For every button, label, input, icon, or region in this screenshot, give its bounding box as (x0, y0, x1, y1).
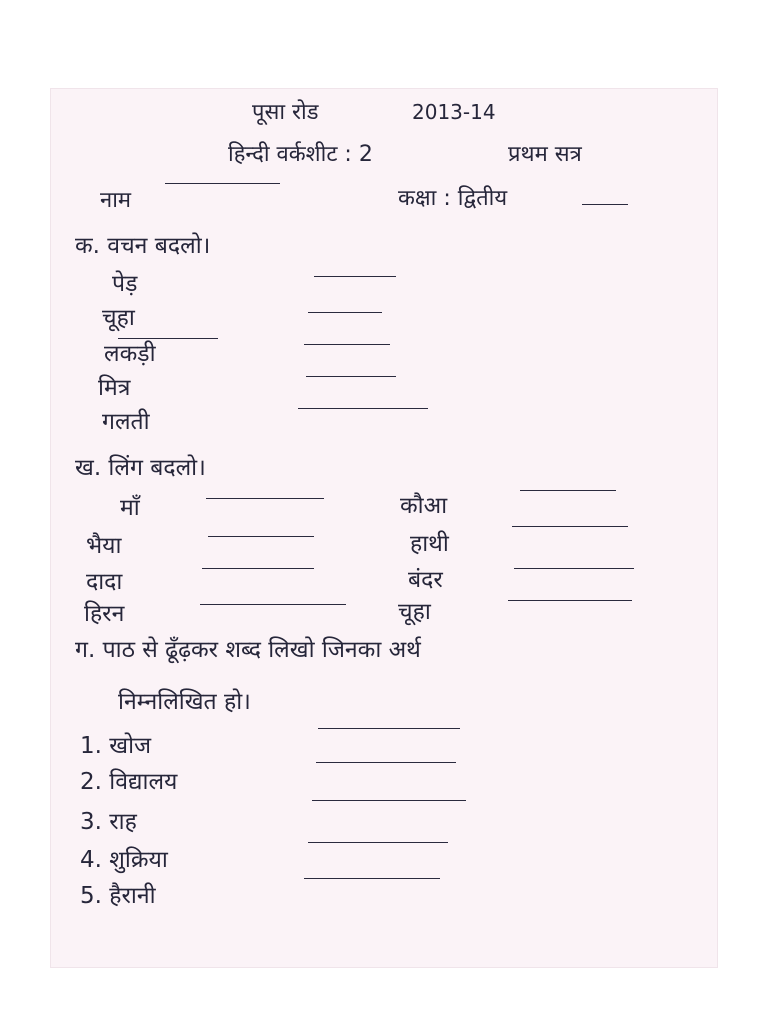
section-c-blank (308, 842, 448, 843)
section-b-left-word: माँ (120, 495, 140, 521)
section-c-blank (316, 762, 456, 763)
worksheet-paper (50, 88, 718, 968)
section-a-word: गलती (102, 409, 150, 435)
section-a-blank (118, 338, 218, 339)
section-c-blank (318, 728, 460, 729)
section-c-item: 5. हैरानी (80, 883, 156, 909)
section-a-blank (308, 312, 382, 313)
school-name: पूसा रोड (252, 100, 319, 125)
section-c-blank (304, 878, 440, 879)
section-c-heading-continued: निम्नलिखित हो। (118, 689, 251, 715)
section-a-word: लकड़ी (104, 341, 156, 367)
worksheet-title: हिन्दी वर्कशीट : 2 (228, 142, 373, 167)
section-c-heading: ग. पाठ से ढूँढ़कर शब्द लिखो जिनका अर्थ (75, 637, 421, 663)
section-c-item: 4. शुक्रिया (80, 847, 168, 873)
section-b-right-blank (514, 568, 634, 569)
section-a-blank (298, 408, 428, 409)
section-c-item: 2. विद्यालय (80, 769, 178, 795)
section-b-left-blank (202, 568, 314, 569)
name-label: नाम (100, 188, 132, 213)
section-b-left-blank (208, 536, 314, 537)
section-a-heading: क. वचन बदलो। (75, 233, 211, 259)
class-blank (582, 204, 628, 205)
section-a-word: मित्र (98, 375, 131, 401)
section-b-right-word: बंदर (408, 567, 443, 593)
name-blank (165, 183, 280, 184)
section-a-blank (314, 276, 396, 277)
section-b-heading: ख. लिंग बदलो। (75, 455, 206, 481)
section-b-left-blank (200, 604, 346, 605)
section-c-blank (312, 800, 466, 801)
section-a-word: चूहा (102, 305, 135, 331)
section-b-right-word: हाथी (410, 531, 449, 557)
section-b-right-blank (520, 490, 616, 491)
section-b-left-word: दादा (86, 569, 123, 595)
section-b-left-word: भैया (86, 533, 122, 559)
section-b-right-blank (512, 526, 628, 527)
section-b-left-blank (206, 498, 324, 499)
section-b-right-word: चूहा (398, 599, 431, 625)
section-a-blank (304, 344, 390, 345)
section-a-blank (306, 376, 396, 377)
section-b-right-blank (508, 600, 632, 601)
class-label: कक्षा : द्वितीय (398, 186, 508, 211)
section-a-word: पेड़ (112, 271, 138, 297)
section-c-item: 1. खोज (80, 733, 152, 759)
section-b-left-word: हिरन (84, 601, 125, 627)
section-c-item: 3. राह (80, 809, 137, 835)
school-year: 2013-14 (412, 100, 496, 124)
term-label: प्रथम सत्र (508, 142, 582, 167)
section-b-right-word: कौआ (400, 493, 448, 519)
